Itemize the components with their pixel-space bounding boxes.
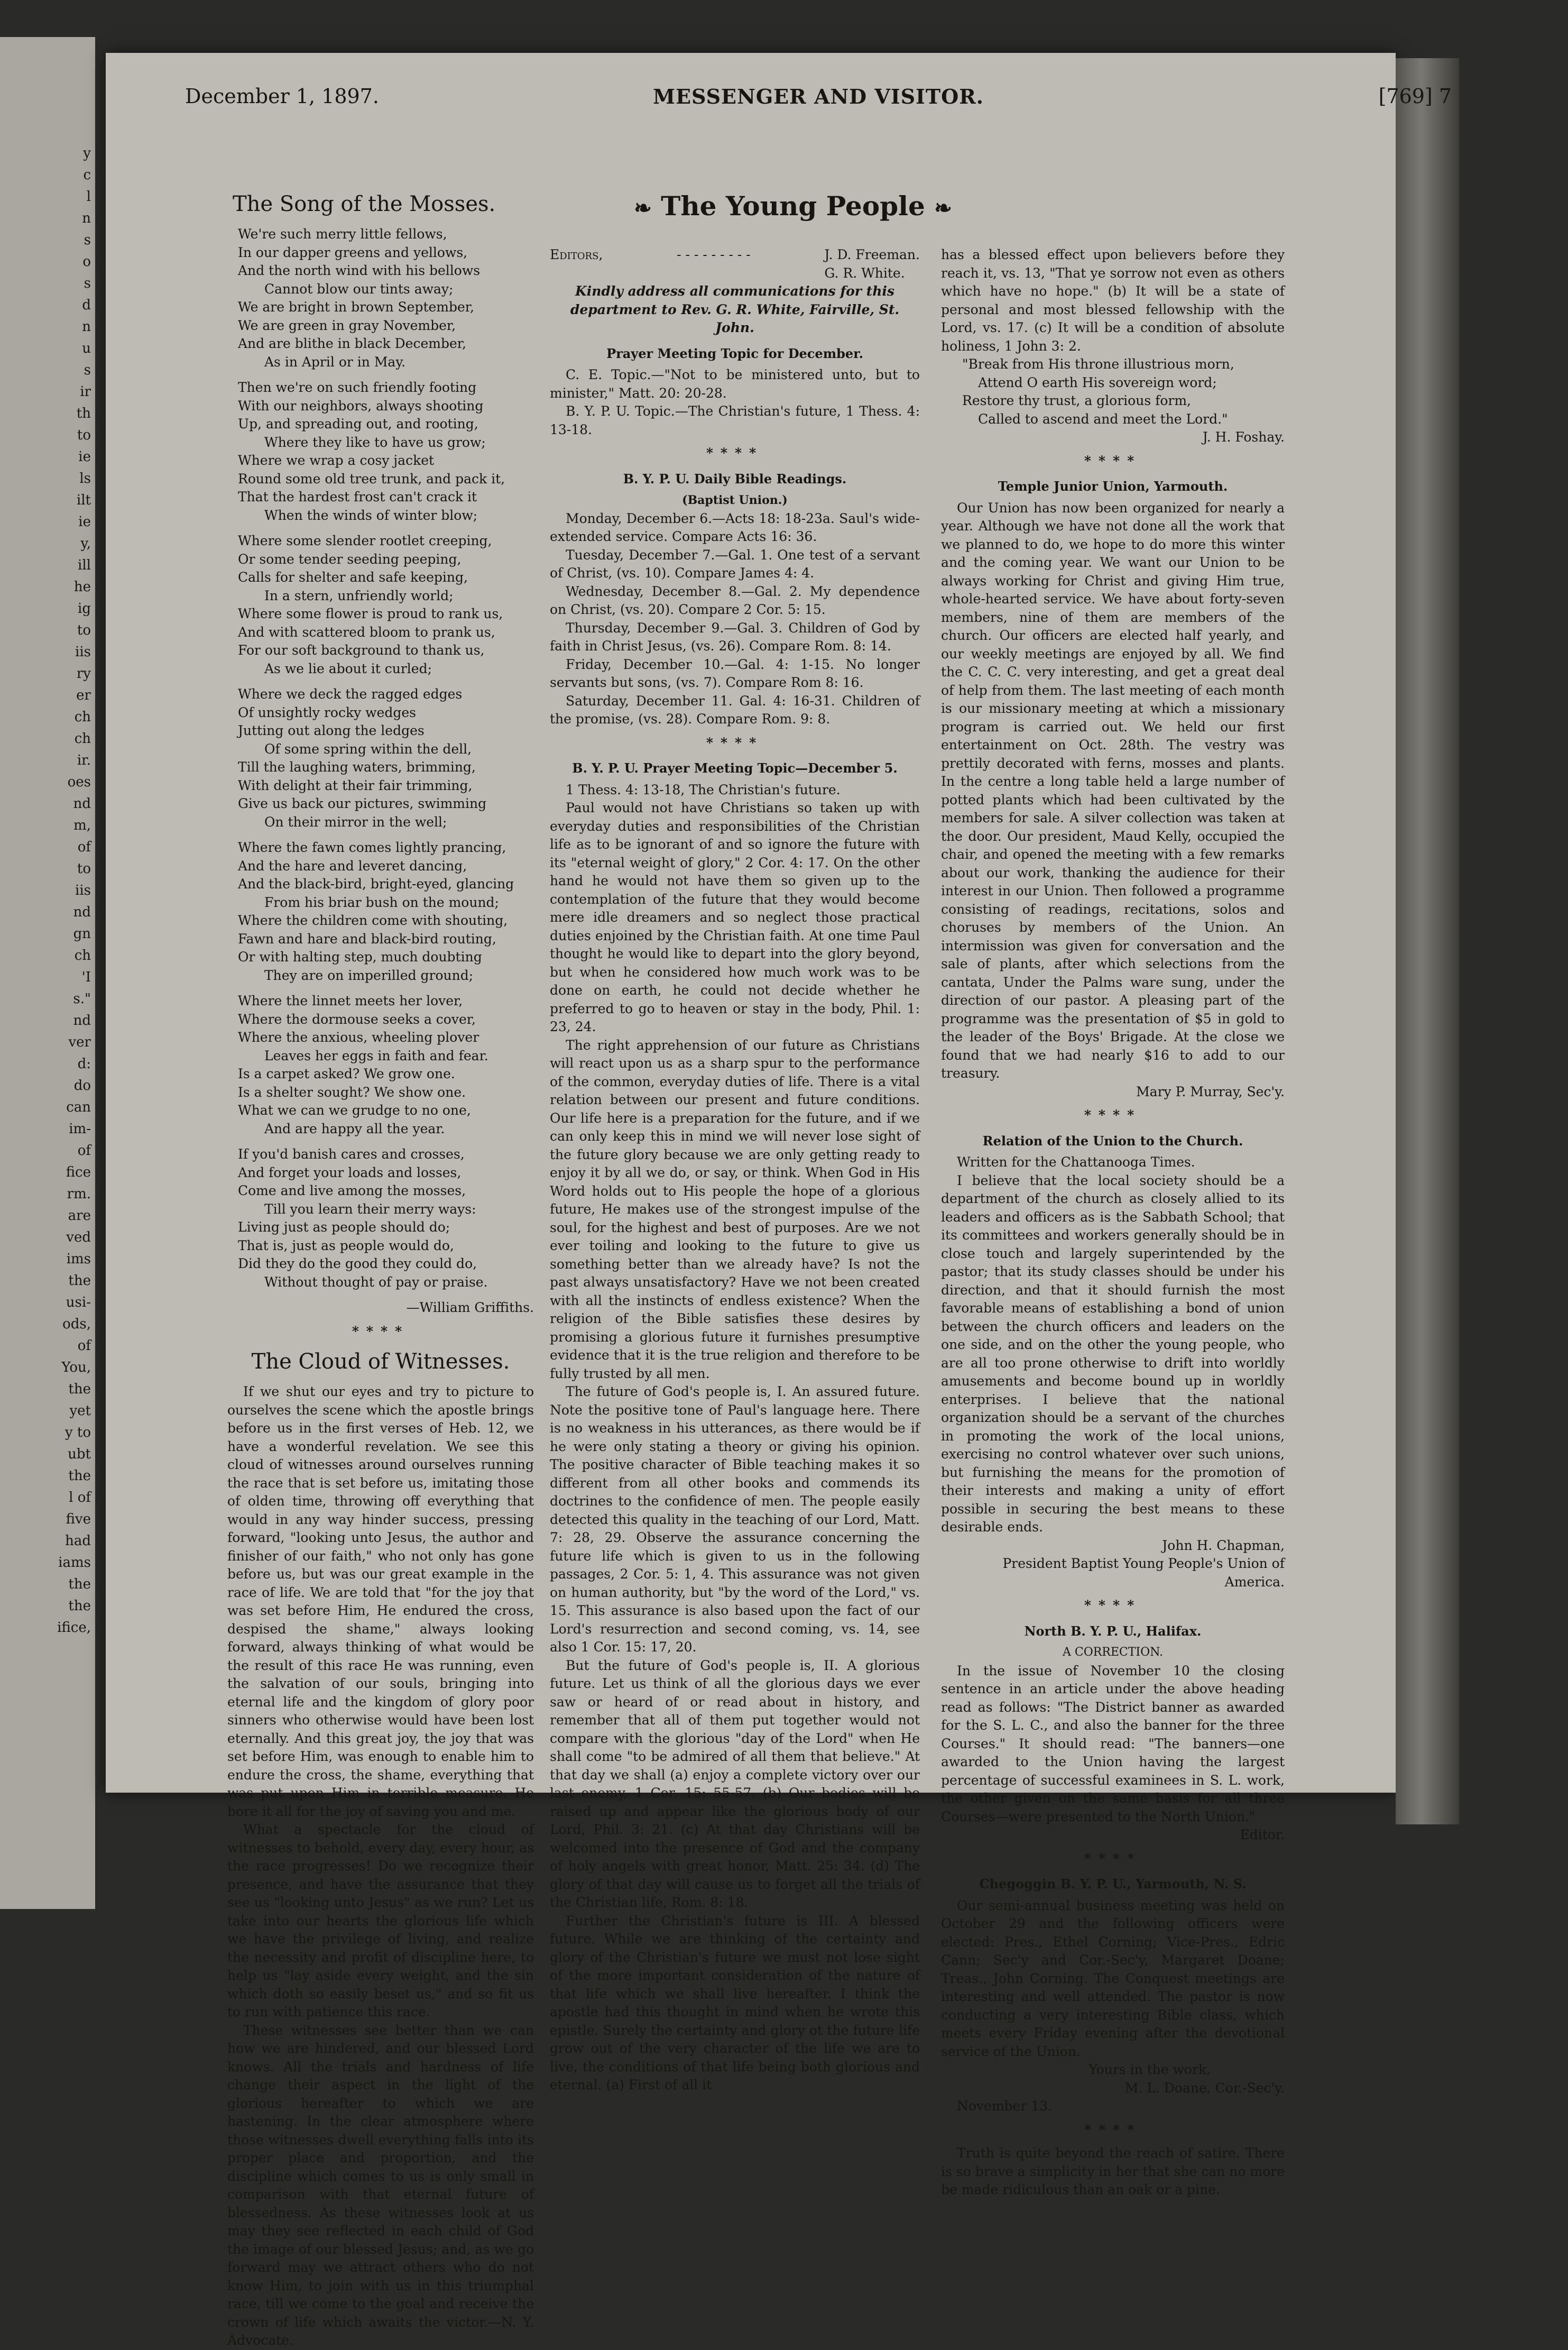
poem-line: They are on imperilled ground; [264,967,474,983]
reading-item: Saturday, December 11. Gal. 4: 16-31. Children of the promise, (vs. 28). Compare Rom. 9: 8. [550,693,920,727]
prayer-meeting-heading: B. Y. P. U. Prayer Meeting Topic—December 5. [572,760,898,776]
editor-name: J. D. Freeman. [824,247,920,262]
article-paragraph: What a spectacle for the cloud of witnesses to behold, every day, every hour, as the race progresses! Do we recognize their presence, and have the assurance that they see us "looking unto Jesus" as we run? Let us take into our hearts the glorious life which we have the privilege of living, and realize the necessity and profit of discipline here, to help us "lay aside every weight, and the sin which doth so easily beset us," and so fit us to run with patience this race. [227,1822,534,2019]
poem-line: And are blithe in black December, [238,336,466,351]
chegoggin-closing: Yours in the work, [1089,2062,1211,2077]
editors-line [550,246,920,282]
margin-fragment: rm. [67,1186,91,1202]
poem-line: Where we wrap a cosy jacket [238,453,435,468]
poem-stanza [227,225,534,371]
masthead [185,85,1452,127]
margin-fragment: ver [68,1034,91,1050]
poem-line: Give us back our pictures, swimming [238,796,487,811]
margin-fragment: o [82,254,91,270]
poem-line: That is, just as people would do, [238,1237,454,1253]
daily-readings-list [550,510,920,729]
margin-fragment: nd [73,796,91,812]
song-title: The Song of the Mosses. [233,192,496,216]
poem-line: When the winds of winter blow; [264,507,478,523]
poem-stanza [227,685,534,831]
poem-line: Cannot blow our tints away; [264,281,454,297]
poem-line: Jutting out along the ledges [238,723,425,738]
margin-fragment: oes [67,774,91,790]
margin-fragment: l [86,189,91,205]
editors-dashes: - - - - - - - - - [677,247,751,262]
poem-line: Where they like to have us grow; [264,434,486,450]
relation-written-for: Written for the Chattanooga Times. [957,1154,1195,1170]
separator-stars: **** [1084,2122,1142,2137]
margin-fragment: yet [69,1403,91,1419]
poem-line: With our neighbors, always shooting [238,398,484,414]
temple-signature: Mary P. Murray, Sec'y. [1136,1084,1285,1099]
poem-line: Is a shelter sought? We show one. [238,1084,466,1100]
verse-attribution: J. H. Foshay. [1202,429,1285,445]
separator-stars: **** [1084,1107,1142,1123]
poem-line: From his briar bush on the mound; [264,894,499,910]
poem-line: Where the dormouse seeks a cover, [238,1011,476,1027]
song-poem [227,225,534,1291]
margin-fragment: iams [58,1555,91,1571]
margin-fragment: of [77,1143,91,1159]
poem-line: As we lie about it curled; [264,660,432,676]
margin-fragment: ie [78,449,91,465]
margin-fragment: ir. [77,752,91,768]
poem-line: As in April or in May. [264,354,406,370]
margin-fragment: ch [74,948,91,963]
poem-line: And with scattered bloom to prank us, [238,624,495,640]
poem-line: Did they do the good they could do, [238,1256,477,1271]
daily-readings-heading: B. Y. P. U. Daily Bible Readings. [623,471,847,486]
margin-fragment: er [76,687,91,703]
left-page-fragment [0,37,95,1909]
poem-line: Where we deck the ragged edges [238,686,463,702]
poem-line: Where the children come with shouting, [238,913,508,928]
poem-stanza [227,839,534,985]
reading-item: Friday, December 10.—Gal. 4: 1-15. No longer servants but sons, (vs. 7). Compare Rom 8: 16. [550,656,920,690]
poem-line: On their mirror in the well; [264,814,447,830]
margin-fragment: iis [75,883,91,898]
column-3 [941,246,1285,2199]
column-1 [227,185,534,2350]
poem-stanza [227,379,534,525]
margin-fragment: ods, [62,1316,91,1332]
article-paragraph: Further the Christian's future is III. A blessed future. While we are thinking of the certainty and glory of the Christian's future we must not lose sight of the more important consideration of the nature of that life which we shall live hereafter. I think the apostle had this thought in mind when he wrote this epistle. Surely the certainty and glory ot the future life grow out of the very character of the life we are to live, the conditions of that life being both glorious and eternal. (a) First of all it [550,1913,920,2092]
poem-line: Leaves her eggs in faith and fear. [264,1048,488,1063]
chegoggin-heading: Chegoggin B. Y. P. U., Yarmouth, N. S. [979,1876,1247,1892]
margin-fragment: nd [73,1013,91,1029]
reading-item: Tuesday, December 7.—Gal. 1. One test of a servant of Christ, (vs. 10). Compare James 4: 4. [550,547,920,581]
poem-line: We're such merry little fellows, [238,226,447,242]
margin-fragment: can [66,1099,91,1115]
relation-signature: John H. Chapman, [1162,1537,1285,1553]
margin-fragment: do [73,1078,91,1094]
north-sub: A CORRECTION. [1062,1646,1163,1659]
ornament-left-icon: ❧ [634,196,652,221]
chegoggin-signature: M. L. Doane, Cor.-Sec'y. [1124,2080,1285,2096]
margin-fragment: to [77,622,91,638]
article-paragraph: Paul would not have Christians so taken up with everyday duties and responsibilities of the Christian life as to be ignorant of and so ignore the future with its "eternal weight of glory," 2 Cor. 4: 17. On the other hand he would not have them so given up to the contemplation of the future that they would become mere idle dreamers and so neglect those practical duties enjoined by the Christian faith. At one time Paul thought he would like to depart into the glory beyond, but when he considered how much work was to be done on earth, he could not decide whether he preferred to go to heaven or stay in the body, Phil. 1: 23, 24. [550,800,920,1034]
closing-note: Truth is quite beyond the reach of satire. There is so brave a simplicity in her that she can no more be made ridiculous than an oak or a pine. [941,2145,1285,2197]
editor-name: G. R. White. [824,265,905,281]
poem-line: For our soft background to thank us, [238,642,485,658]
margin-fragment: th [76,406,91,421]
article-paragraph: But the future of God's people is, II. A glorious future. Let us think of all the glorious days we ever saw or heard of or read about in history, and remember that all of them put together would not compare with the glorious "day of the Lord" when He shall come "to be admired of all them that believe." At that day we shall (a) enjoy a complete victory over our last enemy, 1 Cor. 15: 55-57. (b) Our bodies will be raised up and appear like the glorious body of our Lord, Phil. 3: 21. (c) At that day Christians will be welcomed into the presence of God and the company of holy angels with great honor, Matt. 25: 34. (d) The glory of that day will cause us to forget all the trials of the Christian life, Rom. 8: 18. [550,1657,920,1910]
poem-line: And the hare and leveret dancing, [238,858,467,874]
separator-stars: **** [706,445,764,461]
prayer-meeting-ref: 1 Thess. 4: 13-18, The Christian's future. [566,782,841,797]
margin-fragment: l of [69,1490,91,1506]
north-heading: North B. Y. P. U., Halifax. [1024,1623,1202,1639]
margin-fragment: ls [79,471,91,486]
chegoggin-text: Our semi-annual business meeting was held on October 29 and the following officers were elected: Pres., Ethel Corning; Vice-Pres., Edric Cann; Sec'y and Cor.-Sec'y, Margaret Doane; Treas., John Corning. The Conquest meetings are interesting and well attended. The pastor is now conducting a very interesting Bible class, which meets every Friday evening after the devotional service of the Union. [941,1897,1285,2059]
poem-line: Up, and spreading out, and rooting, [238,416,478,432]
poem-line: Calls for shelter and safe keeping, [238,570,468,585]
verse-line: Attend O earth His sovereign word; [978,374,1217,390]
poem-line: Round some old tree trunk, and pack it, [238,471,505,486]
poem-line: And the black-bird, bright-eyed, glancing [238,876,514,892]
daily-readings-sub: (Baptist Union.) [682,493,788,507]
verse-line: Called to ascend and meet the Lord." [978,411,1228,427]
margin-fragment: s [84,232,91,248]
margin-fragment: ie [78,514,91,530]
prayer-meeting-article [550,799,920,2095]
poem-line: We are green in gray November, [238,317,456,333]
masthead-date: December 1, 1897. [185,85,379,108]
margin-fragment: You, [61,1360,91,1375]
verse-line: Restore thy trust, a glorious form, [962,393,1192,408]
poem-line: That the hardest frost can't crack it [238,489,477,504]
separator-stars: **** [1084,1598,1142,1613]
margin-fragment: m, [73,818,91,833]
margin-fragment: im- [69,1121,91,1137]
margin-fragment: of [77,1338,91,1354]
margin-fragment: ubt [68,1446,91,1462]
poem-line: And are happy all the year. [264,1121,445,1136]
margin-fragment: ims [66,1251,91,1267]
reading-item: Wednesday, December 8.—Gal. 2. My dependence on Christ, (vs. 20). Compare 2 Cor. 5: 15. [550,583,920,617]
margin-fragment: ig [78,601,91,617]
relation-text: I believe that the local society should be a department of the church as closely allied to its leaders and officers as is the Sabbath School; that its committees and workers generally should be in close touch and largely superintended by the pastor; that its study classes should be under his direction, and that it should furnish the most favorable means of establishing a bond of union between the church officers and leaders on the one side, and on the other the young people, who are all too prone otherwise to drift into worldly amusements and become bound up in worldly enterprises. I believe that the national organization should be a servant of the churches in promoting the work of the local unions, exercising no control whatever over such unions, but furnishing the means for the promotion of their interests and making a unity of effort possible in securing the best means to these desirable ends. [941,1172,1285,1535]
poem-line: Fawn and hare and black-bird routing, [238,931,496,947]
margin-fragment: ir [80,384,91,400]
poem-line: And forget your loads and losses, [238,1164,462,1180]
margin-fragment: the [68,1381,91,1397]
margin-fragment: iis [75,644,91,660]
young-people-title: The Young People [661,190,925,222]
margin-fragment: the [68,1468,91,1484]
margin-fragment: ifice, [57,1620,91,1636]
poem-stanza [227,532,534,678]
relation-heading: Relation of the Union to the Church. [982,1133,1243,1149]
song-attribution: —William Griffiths. [406,1300,534,1315]
margin-fragment: s." [73,991,91,1007]
article-paragraph: The future of God's people is, I. An assured future. Note the positive tone of Paul's language here. There is no weakness in his utterances, as there would be if he were only stating a theory or giving his opinion. The positive character of Bible teaching makes it so different from all other books and commends its doctrines to the confidence of men. The people easily detected this quality in the teaching of our Lord, Matt. 7: 28, 29. Observe the assurance concerning the future life which is given to us in the following passages, 2 Cor. 5: 1, 4. This assurance was not given on human authority, but "by the word of the Lord," vs. 15. This assurance is also based upon the fact of our Lord's resurrection and second coming, vs. 14, see also 1 Cor. 15: 17, 20. [550,1384,920,1655]
poem-line: Of unsightly rocky wedges [238,704,416,720]
north-signature: Editor. [1240,1827,1285,1842]
margin-fragment: ch [74,731,91,747]
margin-fragment: he [73,579,91,595]
poem-line: Then we're on such friendly footing [238,380,477,395]
poem-line: Living just as people should do; [238,1219,450,1235]
separator-stars: **** [1084,1850,1142,1866]
separator-stars: **** [352,1323,410,1339]
chegoggin-date: November 13. [957,2098,1053,2114]
poem-line: In our dapper greens and yellows, [238,244,468,260]
editors-label: Editors, [550,247,603,262]
poem-line: Without thought of pay or praise. [264,1274,488,1290]
relation-signature-title: President Baptist Young People's Union of America. [1002,1556,1285,1590]
margin-fragment: to [77,861,91,877]
column-2 [550,246,920,2095]
poem-line: Or some tender seeding peeping, [238,551,462,567]
poem-line: We are bright in brown September, [238,299,474,315]
ce-topic: C. E. Topic.—"Not to be ministered unto, but to minister," Matt. 20: 20-28. [550,367,920,401]
poem-line: In a stern, unfriendly world; [264,588,454,603]
margin-fragment: s [84,276,91,291]
article-paragraph: If we shut our eyes and try to picture to ourselves the scene which the apostle brings before us in the first verses of Heb. 12, we have a wonderful revelation. We see this cloud of witnesses around ourselves running the race that is set before us, imitating those of olden time, throwing off everything that would in any way hinder success, pressing forward, "looking unto Jesus, the author and finisher of our faith," who not only has gone before us, but was our great example in the race of life. We are told that "for the joy that was set before Him, He endured the cross, despised the shame," always looking forward, always thinking of what would be the result of this race He was running, even the salvation of our souls, bringing into eternal life and the kingdom of glory poor sinners who otherwise would have been lost eternally. And this great joy, the joy that was set before Him, was enough to enable him to endure the cross, the shame, everything that was put upon Him in terrible measure. He bore it all for the joy of saving you and me. [227,1384,534,1819]
margin-fragment: the [68,1273,91,1289]
margin-fragment: y, [80,536,91,552]
young-people-header [592,190,994,222]
cloud-article [227,1383,534,2350]
margin-fragment: fice [66,1164,91,1180]
poem-line: Where some slender rootlet creeping, [238,533,492,548]
bypu-topic: B. Y. P. U. Topic.—The Christian's future, 1 Thess. 4: 13-18. [550,403,920,437]
margin-fragment: to [77,427,91,443]
separator-stars: **** [1084,453,1142,469]
masthead-title: MESSENGER AND VISITOR. [652,85,984,108]
poem-line: Where the fawn comes lightly prancing, [238,840,506,855]
address-note: Kindly address all communications for this department to Rev. G. R. White, Fairville, St. John. [570,283,900,335]
margin-fragment: ill [78,557,91,573]
margin-fragment: u [82,341,91,356]
margin-fragment: are [68,1208,91,1224]
ornament-right-icon: ❧ [934,196,952,221]
margin-fragment: of [77,839,91,855]
temple-heading: Temple Junior Union, Yarmouth. [998,479,1228,494]
poem-line: And the north wind with his bellows [238,263,481,278]
poem-stanza [227,1145,534,1291]
article-paragraph: The right apprehension of our future as Christians will react upon us as a sharp spur to the performance of the common, everyday duties of life. There is a vital relation between our present and future conditions. Our life here is a preparation for the future, and if we can only keep this in mind we will never lose sight of the future glory because we are only getting ready to enjoy it by all we do, or say, or think. When God in His Word holds out to His people the hope of a glorious future, He makes use of the strongest impulse of the soul, for the highest and best of purposes. Are we not ever toiling and looking to the future to give us something better than we already have? Is not the past always unsatisfactory? Have we not been created with all the instincts of endless existence? When the religion of the Bible satisfies these desires by promising a glorious future it furnishes presumptive evidence that it is the true religion and therefore to be fully trusted by all men. [550,1037,920,1381]
verse-line: "Break from His throne illustrious morn, [962,356,1234,372]
poem-line: Where some flower is proud to rank us, [238,606,503,621]
margin-fragment: c [83,167,91,183]
poem-line: Come and live among the mosses, [238,1183,466,1198]
margin-fragment: y to [64,1425,91,1440]
masthead-page-number: [769] 7 [1378,85,1452,108]
separator-stars: **** [706,735,764,750]
poem-line: With delight at their fair trimming, [238,777,473,793]
poem-line: Where the anxious, wheeling plover [238,1030,479,1045]
margin-fragment: ry [76,666,91,682]
margin-fragment: n [82,319,91,335]
margin-fragment: s [84,362,91,378]
poem-line: Is a carpet asked? We grow one. [238,1066,455,1081]
margin-fragment: ch [74,709,91,725]
poem-line: If you'd banish cares and crosses, [238,1146,465,1162]
margin-fragment: the [68,1576,91,1592]
reading-item: Thursday, December 9.—Gal. 3. Children of God by faith in Christ Jesus, (vs. 26). Compare Rom. 8: 14. [550,620,920,654]
poem-line: Till the laughing waters, brimming, [238,759,476,775]
editors-names [824,246,920,282]
margin-fragment: y [83,145,91,161]
article-paragraph: These witnesses see better than we can how we are hindered, and our blessed Lord knows. All the trials and hardness of life change their aspect in the light of the glorious hereafter to which we are hastening. In the clear atmosphere where those witnesses dwell everything falls into its proper place and proportion, and the discipline which comes to us is only small in comparison with that eternal future of blessedness. As these witnesses look at us may they see reflected in each child of God the image of our blessed Jesus; and, as we go forward may we attract others who do not know Him, to join with us in this triumphal race, till we come to the goal and receive the crown of life which awaits the victor.—N. Y. Advocate. [227,2022,534,2348]
margin-fragment: ilt [76,492,91,508]
margin-fragment: d [82,297,91,313]
margin-fragment: nd [73,904,91,920]
margin-fragment: 'I [81,969,91,985]
margin-fragment: d: [77,1056,91,1072]
reading-item: Monday, December 6.—Acts 18: 18-23a. Saul's wide-extended service. Compare Acts 16: 36. [550,510,920,544]
margin-fragment: n [82,210,91,226]
poem-line: What we can we grudge to no one, [238,1103,471,1118]
temple-text: Our Union has now been organized for nearly a year. Although we have not done all the work that we planned to do, we hope to do more this winter and the coming year. We want our Union to be always working for Christ and giving Him true, whole-hearted service. We have about forty-seven members, nine of them are members of the church. Our officers are elected half yearly, and our weekly meetings are enjoyed by all. We find the C. C. C. very interesting, and get a great deal of help from them. The last meeting of each month is our missionary meeting at which a missionary program is carried out. We held our first entertainment on Oct. 28th. The vestry was prettily decorated with ferns, mosses and plants. In the centre a long table held a large number of potted plants which had been cultivated by the members for sale. A silver collection was taken at the door. Our president, Maud Kelly, occupied the chair, and opened the meeting with a few remarks about our work, thanking the audience for their interest in our Union. Then followed a programme consisting of readings, recitations, solos and choruses by members of the Union. An intermission was given for conversation and the sale of plants, after which selections from the cantata, Under the Palms ware sung, under the direction of our pastor. A pleasing part of the programme was the presentation of $5 in gold to the leader of the Boys' Brigade. At the close we found that we had nearly $16 to add to our treasury. [941,500,1285,1081]
poem-line: Till you learn their merry ways: [264,1201,476,1217]
poem-stanza [227,992,534,1138]
margin-fragment: had [65,1533,91,1549]
poem-line: Where the linnet meets her lover, [238,993,463,1008]
margin-fragment: usi- [66,1295,91,1310]
poem-line: Or with halting step, much doubting [238,949,482,965]
continuation-text: has a blessed effect upon believers before they reach it, vs. 13, "That ye sorrow not even as others which have no hope." (b) It will be a state of personal and most blessed fellowship with the Lord, vs. 17. (c) It will be a condition of absolute holiness, 1 John 3: 2. [941,247,1285,354]
cloud-title: The Cloud of Witnesses. [251,1350,510,1374]
page-edge [1396,58,1459,1824]
margin-fragment: gn [73,926,91,942]
margin-fragment: five [66,1511,91,1527]
margin-fragment: ved [66,1229,91,1245]
prayer-topic-heading: Prayer Meeting Topic for December. [606,345,863,361]
poem-line: Of some spring within the dell, [264,741,472,757]
north-text: In the issue of November 10 the closing sentence in an article under the above heading read as follows: "The District banner as awarded for the S. L. C., and also the banner for the three Courses." It should read: "The banners—one awarded to the Union having the largest percentage of successful examinees in S. L. work, the other given on the same basis for all three Courses—were presented to the North Union." [941,1663,1285,1824]
hymn-verse [941,355,1285,428]
margin-fragment: the [68,1598,91,1614]
